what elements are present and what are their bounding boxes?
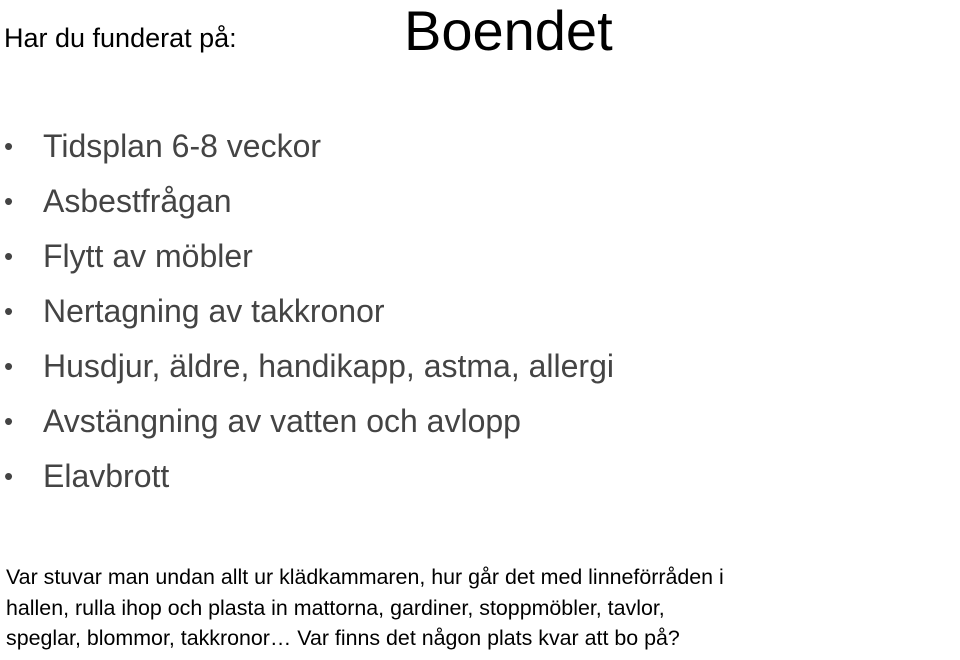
- bullet-item: [0, 340, 614, 395]
- bullet-text: Nertagning av takkronor: [43, 293, 385, 329]
- note-line: hallen, rulla ihop och plasta in mattorna, gardiner, stoppmöbler, tavlor,: [6, 595, 665, 620]
- bullet-dot-icon: •: [4, 241, 14, 271]
- note-line: Var stuvar man undan allt ur klädkammaren, hur går det med linneförråden i: [6, 565, 724, 589]
- bullet-dot-icon: •: [4, 351, 14, 381]
- bullet-dot-icon: •: [4, 461, 14, 491]
- bullet-text: Tidsplan 6-8 veckor: [43, 128, 322, 164]
- bullet-text: Avstängning av vatten och avlopp: [43, 403, 521, 439]
- bullet-text: Elavbrott: [43, 458, 170, 494]
- note-line: speglar, blommor, takkronor… Var finns det någon plats kvar att bo på?: [6, 626, 680, 650]
- bullet-item: [0, 175, 614, 230]
- bullet-dot-icon: •: [4, 406, 14, 436]
- bullet-dot-icon: •: [4, 296, 14, 326]
- bullet-item: [0, 395, 614, 450]
- bullet-dot-icon: •: [4, 131, 14, 161]
- slide-title: Boendet: [404, 0, 613, 62]
- bullet-item: [0, 450, 614, 505]
- bullet-item: [0, 285, 614, 340]
- bullet-text: Flytt av möbler: [43, 238, 253, 274]
- slide-subtitle: Har du funderat på:: [4, 23, 237, 53]
- bullet-dot-icon: •: [4, 186, 14, 216]
- bullet-text: Asbestfrågan: [43, 183, 232, 219]
- note-paragraph: [6, 562, 958, 654]
- bullet-list: [0, 120, 614, 505]
- bullet-item: [0, 120, 614, 175]
- bullet-item: [0, 230, 614, 285]
- bullet-text: Husdjur, äldre, handikapp, astma, allergi: [43, 348, 614, 384]
